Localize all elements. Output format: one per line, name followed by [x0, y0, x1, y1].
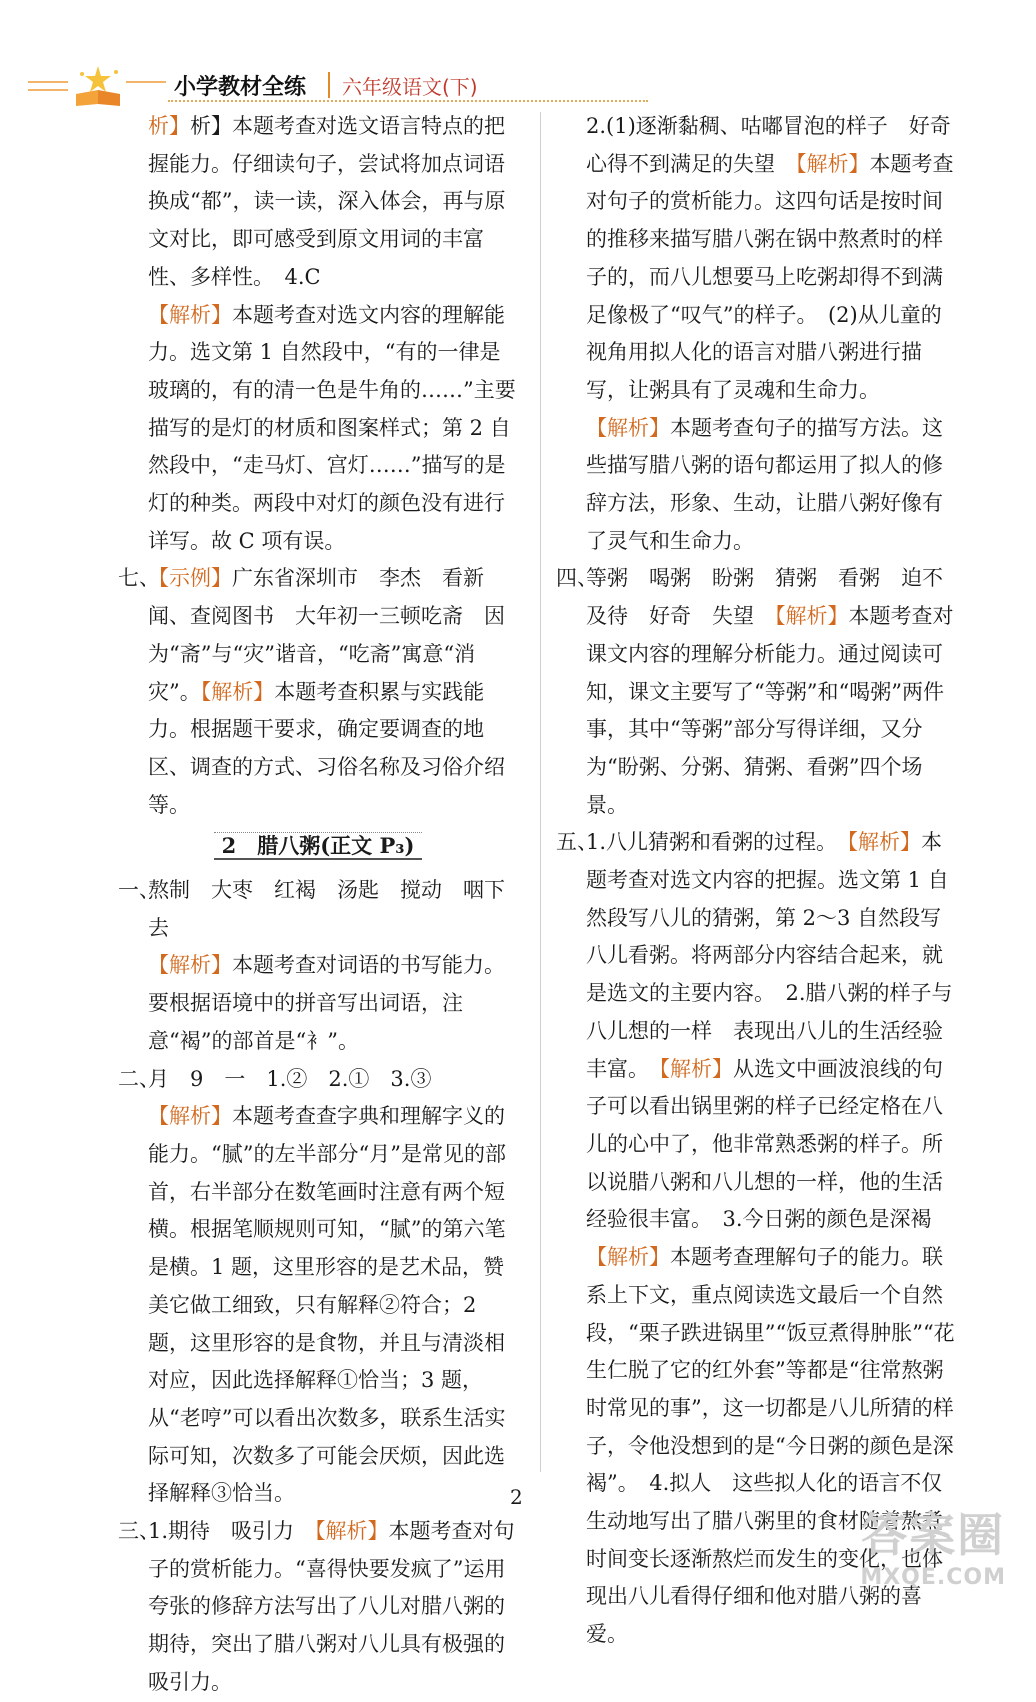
- analysis-tag: 【解析】: [148, 302, 232, 327]
- brand-title: 小学教材全练: [174, 75, 307, 100]
- answer-text: 熬制 大枣 红褐 汤匙 搅动 咽下去: [148, 878, 505, 940]
- watermark-logo-text: 答案圈: [861, 1508, 1006, 1562]
- question-label: 一、: [118, 878, 160, 903]
- answer-text: 2.(1)逐渐黏稠、咕嘟冒泡的样子 好奇心得不到满足的失望: [586, 114, 951, 176]
- question-2: [118, 1061, 518, 1513]
- answer-text: 从选文中画波浪线的句子可以看出锅里粥的样子已经定格在八儿的心中了，他非常熟悉粥的样子。所以说腊八粥和八儿想的一样，他的生活经验很丰富。 3.今日粥的颜色是深褐: [586, 1056, 943, 1232]
- answer-text: 月 9 一 1.② 2.① 3.③: [148, 1066, 432, 1091]
- header-separator: [328, 72, 330, 98]
- answer-paragraph: [118, 297, 518, 561]
- book-star-logo-icon: [28, 60, 168, 108]
- analysis-tag: 【解析】: [148, 1104, 232, 1129]
- page-header: [28, 60, 1008, 108]
- grade-subtitle: 六年级语文(下): [342, 75, 478, 99]
- answer-text: 本题考查查字典和理解字义的能力。“腻”的左半部分“月”是常见的部首，右半部分在数笔画时注意有两个短横。根据笔顺规则可知，“腻”的第六笔是横。1 题，这里形容的是艺术品，赞美它做工细致，只有解释②符合；2 题，这里形容的是食物，并且与清淡相对应，因此选择解释①恰当；3 题，从“老哼”可以看出次数多，联系生活实际可知，次数多了可能会厌烦，因此选择解释③恰当。: [148, 1104, 506, 1506]
- page-number: 2: [510, 1485, 523, 1509]
- left-column: [118, 108, 518, 1702]
- analysis-tag: 【解析】: [586, 415, 670, 440]
- answer-text: 本题考查理解句子的能力。联系上下文，重点阅读选文最后一个自然段，“栗子跌进锅里”“饭豆煮得肿胀”“花生仁脱了它的红外套”等都是“往常熬粥时常见的事”，这一切都是八儿所猜的样子，令他没想到的是“今日粥的颜色是深褐”。 4.拟人 这些拟人化的语言不仅生动地写出了腊八粥里的食材随着熬煮时间变长逐渐熬烂而发生的变化，也体现出八儿看得仔细和他对腊八粥的喜爱。: [586, 1245, 955, 1647]
- question-3: [118, 1513, 518, 1702]
- answer-text: 本题考查句子的描写方法。这些描写腊八粥的语句都运用了拟人的修辞方法，形象、生动，让腊八粥好像有了灵气和生命力。: [586, 415, 943, 553]
- answer-text: 本题考查对句子的赏析能力。“喜得快要发疯了”运用夸张的修辞方法写出了八儿对腊八粥的期待，突出了腊八粥对八儿具有极强的吸引力。: [148, 1519, 515, 1694]
- answer-text: 本题考查积累与实践能力。根据题干要求，确定要调查的地区、调查的方式、习俗名称及习俗介绍等。: [148, 679, 505, 817]
- question-label: 三、: [118, 1519, 160, 1544]
- question-4: [556, 560, 956, 824]
- site-watermark: [860, 1499, 1006, 1590]
- answer-text: 1.期待 吸引力: [148, 1519, 295, 1544]
- question-label: 二、: [118, 1066, 160, 1091]
- answer-text: 本题考查对选文内容的理解能力。选文第 1 自然段中，“有的一律是玻璃的，有的清一色是牛角的……”主要描写的是灯的材质和图案样式；第 2 自然段中，“走马灯、宫灯……”描写的是灯的种类。两段中对灯的颜色没有进行详写。故 C 项有误。: [148, 302, 516, 553]
- analysis-tag: 【解析】: [847, 830, 922, 855]
- answer-text: 1.八儿猜粥和看粥的过程。: [586, 830, 827, 855]
- answer-text: 本题考查对课文内容的理解分析能力。通过阅读可知，课文主要写了“等粥”和“喝粥”两件事，其中“等粥”部分写得详细，又分为“盼粥、分粥、猜粥、看粥”四个场景。: [586, 604, 954, 817]
- answer-paragraph: [556, 108, 956, 560]
- header-dotted-line: [168, 100, 648, 102]
- answer-text: 广东省深圳市 李杰 看新闻、查阅图书 大年初一三顿吃斋 因为“斋”与“灾”谐音，“吃斋”寓意“消灾”。: [148, 566, 505, 704]
- question-7: [118, 560, 518, 824]
- answer-text: 析】本题考查对选文语言特点的把握能力。仔细读句子，尝试将加点词语换成“都”，读一读，深入体会，再与原文对比，即可感受到原文用词的丰富性、多样性。 4.C: [148, 114, 506, 289]
- analysis-tag-tail: 析】: [148, 114, 190, 138]
- question-1: [118, 872, 518, 1061]
- question-label: 五、: [556, 830, 598, 855]
- question-label: 四、: [556, 566, 598, 591]
- column-divider: [540, 112, 541, 1472]
- example-tag: 【示例】: [148, 566, 232, 591]
- analysis-tag: 【解析】: [200, 679, 275, 704]
- analysis-tag: 【解析】: [148, 953, 232, 978]
- analysis-tag: 【解析】: [315, 1519, 389, 1544]
- answer-text: 本题考查对选文内容的把握。选文第 1 自然段写八儿的猜粥，第 2～3 自然段写八儿看粥。将两部分内容结合起来，就是选文的主要内容。 2.腊八粥的样子与八儿想的一样 表现出八儿的生活经验丰富。: [586, 830, 953, 1081]
- question-label: 七、: [118, 566, 160, 591]
- answer-text: 本题考查对句子的赏析能力。这四句话是按时间的推移来描写腊八粥在锅中熬煮时的样子的，而八儿想要马上吃粥却得不到满足像极了“叹气”的样子。 (2)从儿童的视角用拟人化的语言对腊八粥进行描写，让粥具有了灵魂和生命力。: [586, 151, 954, 402]
- lesson-title: [118, 827, 518, 865]
- right-column: [556, 108, 956, 1654]
- analysis-tag: 【解析】: [796, 151, 870, 176]
- watermark-url: MXQE.COM: [860, 1565, 1006, 1590]
- analysis-tag: 【解析】: [659, 1056, 733, 1081]
- answer-paragraph: [118, 108, 518, 297]
- analysis-tag: 【解析】: [775, 604, 849, 629]
- answer-text: 本题考查对词语的书写能力。要根据语境中的拼音写出词语，注意“褐”的部首是“衤”。: [148, 953, 505, 1053]
- analysis-tag: 【解析】: [586, 1245, 670, 1270]
- lesson-title-text: 2 腊八粥(正文 P₃): [214, 832, 423, 860]
- answer-text: 等粥 喝粥 盼粥 猜粥 看粥 迫不及待 好奇 失望: [586, 566, 943, 629]
